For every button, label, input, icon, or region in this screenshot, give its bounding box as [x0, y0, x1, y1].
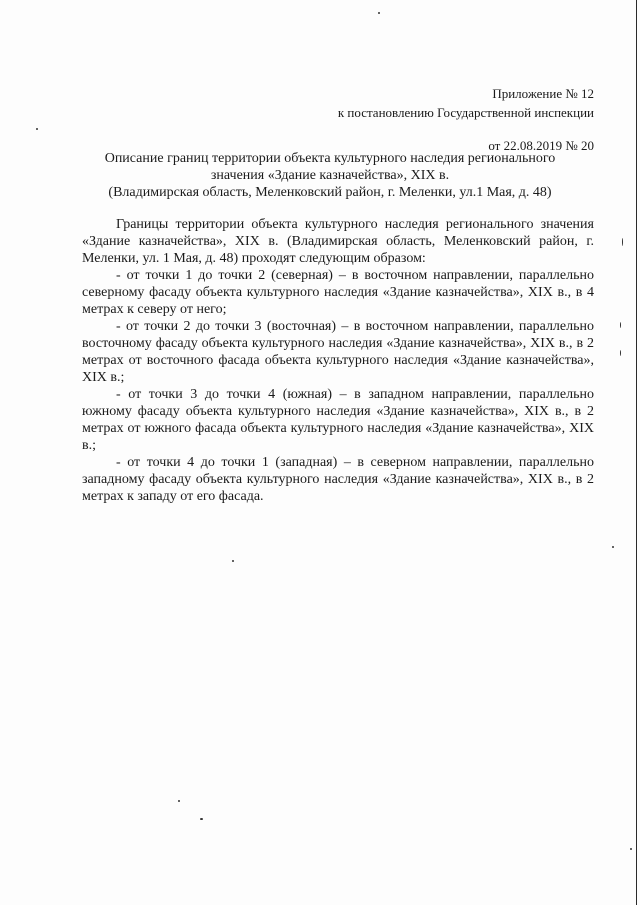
scan-speck — [232, 560, 234, 562]
scan-speck — [36, 128, 38, 130]
boundary-item-south: - от точки 3 до точки 4 (южная) – в западном направлении, параллельно южному фасаду объекта культурного наследия «Здание казначейства», XIX в., в 2 метрах от южного фасада объекта культурного наследия «Здание казначейства», XIX в.; — [82, 387, 594, 453]
appendix-date: от 22.08.2019 № 20 — [488, 138, 594, 153]
boundary-item-north: - от точки 1 до точки 2 (северная) – в восточном направлении, параллельно северному фасаду объекта культурного наследия «Здание казначейства», XIX в., в 4 метрах к северу от него; — [82, 268, 594, 317]
title-line-2: значения «Здание казначейства», XIX в. — [210, 168, 450, 183]
scan-speck — [620, 350, 621, 356]
scan-speck — [622, 238, 623, 246]
title-line-3: (Владимирская область, Меленковский район, г. Меленки, ул.1 Мая, д. 48) — [108, 185, 552, 200]
boundary-item-east: - от точки 2 до точки 3 (восточная) – в восточном направлении, параллельно восточному фасаду объекта культурного наследия «Здание казначейства», XIX в., в 2 метрах от восточного фасада объекта культурного наследия «Здание казначейства», XIX в.; — [82, 319, 594, 385]
document-body — [82, 216, 594, 505]
scan-speck — [612, 546, 614, 548]
appendix-header — [338, 84, 594, 155]
boundary-item-west: - от точки 4 до точки 1 (западная) – в северном направлении, параллельно западному фасаду объекта культурного наследия «Здание казначейства», XIX в., в 2 метрах к западу от его фасада. — [82, 455, 594, 504]
appendix-reference: к постановлению Государственной инспекции — [337, 105, 594, 120]
scan-speck — [178, 800, 180, 802]
scan-speck — [620, 322, 621, 328]
page-edge-line — [636, 0, 637, 905]
intro-paragraph: Границы территории объекта культурного наследия регионального значения «Здание казначейства», XIX в. (Владимирская область, Меленковский район, г. Меленки, ул. 1 Мая, д. 48) проходят следующим образом: — [82, 217, 594, 266]
appendix-number: Приложение № 12 — [492, 86, 594, 101]
document-title — [80, 150, 580, 201]
scan-speck — [200, 818, 203, 820]
scan-speck — [378, 12, 380, 14]
scan-speck — [630, 848, 632, 850]
title-line-1: Описание границ территории объекта культурного наследия регионального — [104, 151, 556, 166]
